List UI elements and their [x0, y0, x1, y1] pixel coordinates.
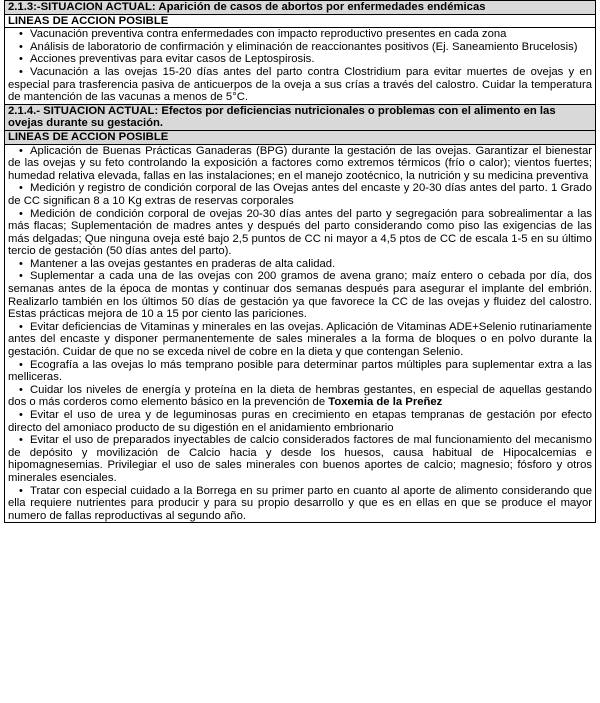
- section-214-title-row: [5, 104, 596, 130]
- list-item: • Evitar deficiencias de Vitaminas y minerales en las ovejas. Aplicación de Vitaminas ADE+Selenio rutinariamente antes del encaste y disponer permanentemente de sales minerales a la forma de bloques o en polvo durante la gestación. Cuidar de que no se exceda nivel de cobre en la dieta y que contengan Selenio.: [8, 320, 592, 359]
- bullet-icon: •: [19, 65, 23, 78]
- list-item: • Análisis de laboratorio de confirmación y eliminación de reaccionantes positivos (Ej. Saneamiento Brucelosis): [19, 40, 578, 53]
- list-item: • Mantener a las ovejas gestantes en praderas de alta calidad.: [19, 257, 336, 270]
- list-item: • Vacunación a las ovejas 15-20 días antes del parto contra Clostridium para evitar muertes de ovejas y en especial para trasferencia pasiva de anticuerpos de la oveja a sus crías a través del calostro. Cuidar la temperatura de mantención de las vacunas a menos de 5°C.: [8, 65, 592, 104]
- section-213-lines-header-row: [5, 14, 596, 28]
- bullet-icon: •: [19, 144, 23, 157]
- list-item: • Medición de condición corporal de ovejas 20-30 días antes del parto y segregación para sobrealimentar a las más flacas; Suplementación de madres antes y después del parto considerando como piso las exigencias de las más delgadas; Que ninguna oveja esté bajo 2,5 puntos de CC ni mayor a 4,5 ptos de CC de escala 1-5 en su último tercio de gestación (50 días antes del parto).: [8, 207, 592, 258]
- section-214-lines-header-row: [5, 130, 596, 144]
- bullet-icon: •: [19, 207, 23, 220]
- section-214-list-row: [5, 144, 596, 523]
- list-item: • Tratar con especial cuidado a la Borrega en su primer parto en cuanto al aporte de alimento considerando que ella requiere nutrientes para producir y para su propio desarrollo y que es en ellas en que se produce el mayor numero de fallas reproductivas al segundo año.: [8, 484, 592, 522]
- list-item: • Acciones preventivas para evitar casos de Leptospirosis.: [19, 53, 315, 66]
- section-213-list-cell: [5, 28, 596, 105]
- bullet-icon: •: [19, 383, 23, 396]
- bullet-icon: •: [19, 28, 23, 41]
- list-item: • Suplementar a cada una de las ovejas con 200 gramos de avena grano; maíz entero o cebada por día, dos semanas antes de la época de montas y continuar dos semanas después para asegurar el implante del embrión. Realizarlo también en los últimos 50 días de gestación ya que favorece la CC de las ovejas y fluidez del calostro. Estas prácticas mejora de 10 a 15 por ciento las pariciones.: [8, 270, 592, 321]
- list-item: • Vacunación preventiva contra enfermedades con impacto reproductivo presentes en cada zona: [19, 28, 507, 41]
- list-item: • Evitar el uso de preparados inyectables de calcio considerados factores de mal funcionamiento del mecanismo de depósito y movilización de Calcio hacia y desde los huesos, causa habitual de Hipocalcemias e hipomagnesemias. Privilegiar el uso de sales minerales con buenos aportes de calcio; magnesio; fósforo y otros minerales esenciales.: [8, 434, 592, 484]
- list-item: • Ecografía a las ovejas lo más temprano posible para determinar partos múltiples para suplementar extra a las melliceras.: [8, 358, 592, 384]
- bullet-icon: •: [19, 182, 23, 195]
- bullet-icon: •: [19, 53, 23, 66]
- bullet-icon: •: [19, 257, 23, 270]
- section-213-title-row: [5, 1, 596, 15]
- section-214-list-cell: [5, 144, 596, 523]
- section-213-lines-header: LINEAS DE ACCION POSIBLE: [5, 14, 596, 28]
- section-214-lines-header: LINEAS DE ACCION POSIBLE: [5, 130, 596, 144]
- list-item: • Cuidar los niveles de energía y proteína en la dieta de hembras gestantes, en especial de aquellas gestando dos o más corderos como elemento básico en la prevención de Toxemia de la Preñez: [8, 383, 592, 409]
- bullet-icon: •: [19, 320, 23, 333]
- section-213-title: 2.1.3:-SITUACION ACTUAL: Aparición de casos de abortos por enfermedades endémicas: [5, 1, 596, 15]
- section-214-title: 2.1.4.- SITUACION ACTUAL: Efectos por deficiencias nutricionales o problemas con el alimento en las ovejas durante su gestación.: [5, 104, 596, 130]
- bullet-icon: •: [19, 484, 23, 497]
- section-213-list: [8, 28, 592, 104]
- toxemia-bold-term: Toxemia de la Preñez: [328, 396, 443, 409]
- list-item: • Aplicación de Buenas Prácticas Ganaderas (BPG) durante la gestación de las ovejas. Garantizar el bienestar de las ovejas y su feto controlando la exposición a factores como extremos térmicos (frío o calor); vientos fuertes; humedad relativa elevada, fallas en las instalaciones; en el manejo zootécnico, la nutrición y su medicina preventiva: [8, 144, 592, 182]
- bullet-icon: •: [19, 409, 23, 421]
- list-item: • Evitar el uso de urea y de leguminosas puras en crecimiento en etapas tempranas de gestación por efecto directo del amoniaco producto de su digestión en el anidamiento embrionario: [8, 409, 592, 434]
- bullet-icon: •: [19, 358, 23, 371]
- section-213-list-row: [5, 28, 596, 105]
- bullet-icon: •: [19, 40, 23, 53]
- section-214-list: [8, 145, 592, 523]
- bullet-icon: •: [19, 270, 23, 283]
- bullet-icon: •: [19, 434, 23, 447]
- list-item: • Medición y registro de condición corporal de las Ovejas antes del encaste y 20-30 días antes del parto. 1 Grado de CC significan 8 a 10 Kg extras de reservas corporales: [8, 182, 592, 207]
- action-lines-table: [4, 0, 596, 523]
